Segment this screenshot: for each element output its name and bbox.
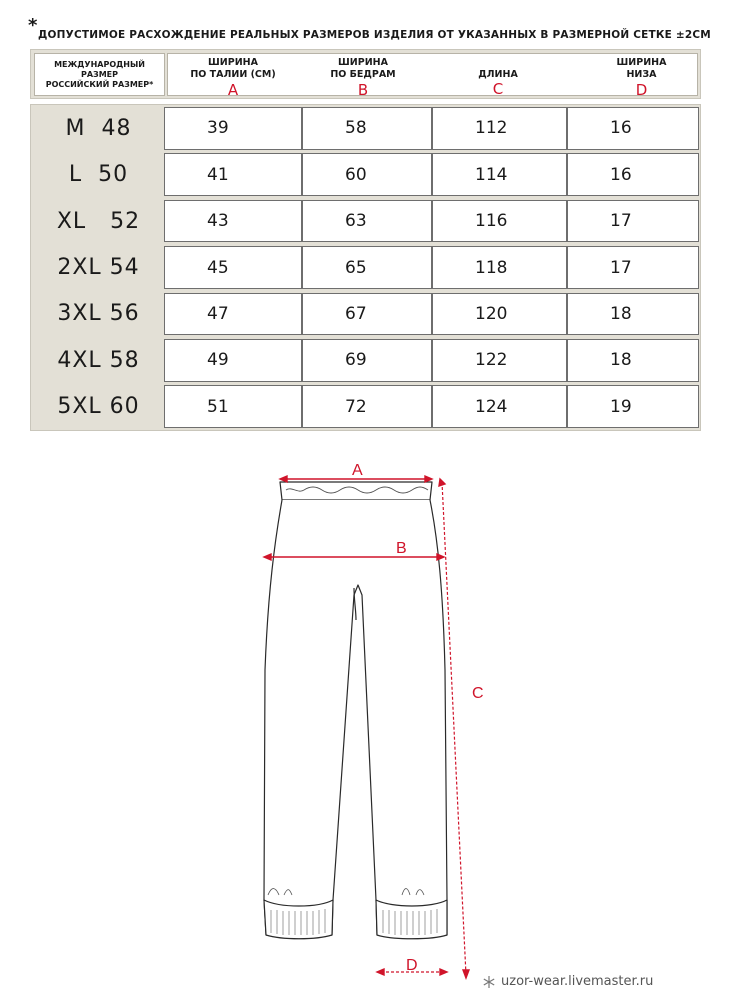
value-text: 17 bbox=[610, 257, 632, 278]
value-cell bbox=[302, 153, 432, 196]
table-row bbox=[31, 151, 702, 198]
value-text: 72 bbox=[345, 396, 367, 417]
value-cell bbox=[164, 385, 302, 428]
value-cell bbox=[164, 200, 302, 243]
table-header bbox=[30, 49, 701, 99]
value-text: 17 bbox=[610, 211, 632, 232]
header-waist: ШИРИНА ПО ТАЛИИ (СМ) A bbox=[168, 57, 298, 98]
value-text: 60 bbox=[345, 164, 367, 185]
value-cell bbox=[432, 153, 567, 196]
label-c: C bbox=[472, 685, 484, 702]
label-b: B bbox=[396, 540, 407, 557]
tolerance-note: ДОПУСТИМОЕ РАСХОЖДЕНИЕ РЕАЛЬНЫХ РАЗМЕРОВ ИЗДЕЛИЯ ОТ УКАЗАННЫХ В РАЗМЕРНОЙ СЕТКЕ ±2СМ bbox=[38, 29, 711, 41]
label-d: D bbox=[406, 957, 418, 974]
size-cell: 2XL 54 bbox=[57, 255, 140, 281]
table-row bbox=[31, 198, 702, 245]
left-cuff bbox=[264, 900, 333, 939]
value-cell bbox=[432, 107, 567, 150]
value-cell bbox=[164, 246, 302, 289]
pants-outline bbox=[264, 500, 447, 935]
value-cell bbox=[302, 385, 432, 428]
table-body bbox=[30, 104, 701, 431]
value-cell bbox=[302, 107, 432, 150]
table-row bbox=[31, 337, 702, 384]
value-text: 118 bbox=[475, 257, 508, 278]
size-header-international: МЕЖДУНАРОДНЫЙ РАЗМЕР bbox=[54, 59, 145, 79]
size-cell: 5XL 60 bbox=[57, 394, 140, 420]
value-cell bbox=[164, 293, 302, 336]
value-cell bbox=[567, 153, 699, 196]
header-hips: ШИРИНА ПО БЕДРАМ B bbox=[298, 57, 428, 98]
table-row bbox=[31, 244, 702, 291]
value-text: 16 bbox=[610, 118, 632, 139]
pants-diagram bbox=[0, 440, 733, 985]
value-cell bbox=[432, 246, 567, 289]
note-asterisk: * bbox=[28, 15, 38, 36]
value-text: 43 bbox=[207, 211, 229, 232]
value-text: 49 bbox=[207, 350, 229, 371]
size-cell: L 50 bbox=[68, 162, 129, 188]
value-cell bbox=[432, 385, 567, 428]
value-text: 122 bbox=[475, 350, 508, 371]
measure-column-headers bbox=[167, 53, 698, 99]
watermark-text: uzor-wear.livemaster.ru bbox=[501, 974, 654, 989]
value-text: 58 bbox=[345, 118, 367, 139]
value-cell bbox=[567, 385, 699, 428]
value-cell bbox=[432, 200, 567, 243]
value-text: 114 bbox=[475, 164, 508, 185]
value-cell bbox=[302, 246, 432, 289]
value-cell bbox=[567, 293, 699, 336]
table-row bbox=[31, 105, 702, 152]
value-cell bbox=[567, 107, 699, 150]
right-cuff bbox=[376, 900, 447, 939]
header-letter-b: B bbox=[357, 80, 369, 99]
value-cell bbox=[302, 200, 432, 243]
size-cell: 4XL 58 bbox=[57, 347, 140, 373]
value-text: 67 bbox=[345, 303, 367, 324]
header-letter-a: A bbox=[227, 80, 239, 99]
value-cell bbox=[164, 339, 302, 382]
watermark bbox=[482, 974, 653, 989]
value-cell bbox=[302, 293, 432, 336]
value-cell bbox=[567, 339, 699, 382]
value-text: 18 bbox=[610, 350, 632, 371]
value-text: 65 bbox=[345, 257, 367, 278]
table-row bbox=[31, 383, 702, 430]
value-cell bbox=[164, 107, 302, 150]
value-text: 16 bbox=[610, 164, 632, 185]
value-text: 116 bbox=[475, 211, 508, 232]
size-column-header bbox=[34, 53, 165, 96]
value-cell bbox=[432, 339, 567, 382]
value-text: 47 bbox=[207, 303, 229, 324]
header-length: ДЛИНА C bbox=[428, 69, 568, 110]
value-text: 63 bbox=[345, 211, 367, 232]
value-text: 45 bbox=[207, 257, 229, 278]
size-cell: 3XL 56 bbox=[57, 301, 140, 327]
value-text: 112 bbox=[475, 118, 508, 139]
value-text: 124 bbox=[475, 396, 508, 417]
size-cell: XL 52 bbox=[56, 208, 141, 234]
value-text: 18 bbox=[610, 303, 632, 324]
size-cell: M 48 bbox=[65, 115, 132, 141]
size-header-russian: РОССИЙСКИЙ РАЗМЕР* bbox=[45, 79, 154, 89]
table-row bbox=[31, 291, 702, 338]
snowflake-icon bbox=[482, 975, 496, 989]
header-letter-d: D bbox=[635, 80, 648, 99]
label-a: A bbox=[352, 462, 363, 479]
value-cell bbox=[567, 246, 699, 289]
value-text: 51 bbox=[207, 396, 229, 417]
value-cell bbox=[432, 293, 567, 336]
value-text: 39 bbox=[207, 118, 229, 139]
value-text: 69 bbox=[345, 350, 367, 371]
header-hem: ШИРИНА НИЗА D bbox=[568, 57, 703, 98]
value-text: 120 bbox=[475, 303, 508, 324]
value-cell bbox=[302, 339, 432, 382]
value-text: 41 bbox=[207, 164, 229, 185]
value-cell bbox=[164, 153, 302, 196]
header-letter-c: C bbox=[492, 80, 504, 99]
value-text: 19 bbox=[610, 396, 632, 417]
value-cell bbox=[567, 200, 699, 243]
